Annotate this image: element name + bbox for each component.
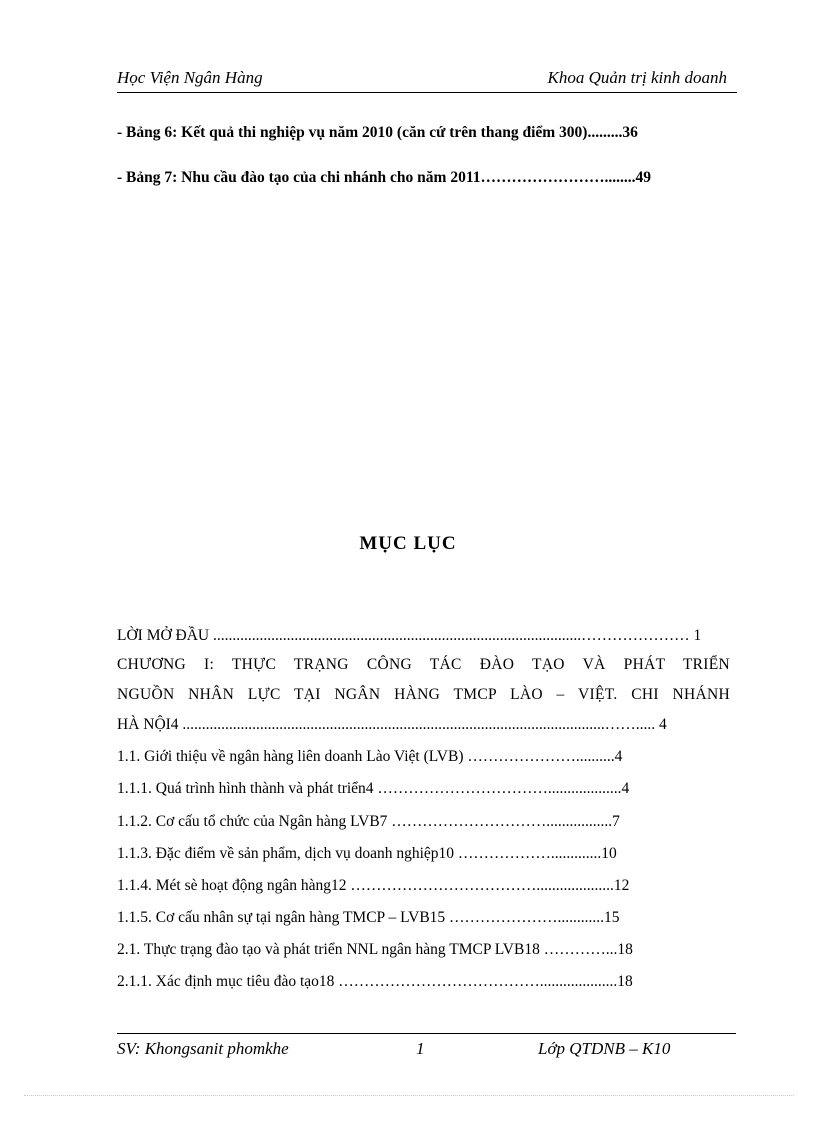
toc-item-preface: LỜI MỞ ĐẦU ...............................................................................................………………… 1	[117, 627, 702, 644]
toc-item: 2.1. Thực trạng đào tạo và phát triển NNL ngân hàng TMCP LVB18 …………...18	[117, 941, 633, 958]
toc-item: 1.1.1. Quá trình hình thành và phát triển4 ……………………………...................4	[117, 780, 630, 797]
page-bottom-divider	[24, 1095, 794, 1096]
header-institution: Học Viện Ngân Hàng	[117, 68, 263, 87]
toc-chapter-line: CHƯƠNG I: THỰC TRẠNG CÔNG TÁC ĐÀO TẠO VÀ PHÁT TRIỂN	[117, 656, 730, 673]
footer-student: SV: Khongsanit phomkhe	[117, 1039, 289, 1058]
toc-chapter-line: NGUỒN NHÂN LỰC TẠI NGÂN HÀNG TMCP LÀO – VIỆT. CHI NHÁNH	[117, 686, 730, 703]
toc-item: 1.1.2. Cơ cấu tổ chức của Ngân hàng LVB7 ………………………….................7	[117, 813, 620, 830]
toc-item: 1.1.4. Mét sè hoạt động ngân hàng12 ………………………………....................12	[117, 877, 630, 894]
table-list-item: - Bảng 6: Kết quả thi nghiệp vụ năm 2010 (căn cứ trên thang điểm 300).........36	[117, 124, 638, 141]
toc-item: 1.1. Giới thiệu về ngân hàng liên doanh Lào Việt (LVB) …………………..........4	[117, 748, 623, 765]
toc-item: 2.1.1. Xác định mục tiêu đào tạo18 …………………………………....................18	[117, 973, 633, 990]
toc-chapter-1	[117, 656, 730, 674]
toc-item: 1.1.3. Đặc điểm về sản phẩm, dịch vụ doanh nghiệp10 ……………….............10	[117, 845, 617, 862]
footer-rule	[117, 1033, 736, 1034]
toc-title: MỤC LỤC	[359, 533, 457, 554]
footer-class: Lớp QTDNB – K10	[538, 1039, 671, 1058]
page-header	[117, 66, 737, 93]
footer-page-number: 1	[416, 1039, 425, 1058]
toc-chapter-1-cont	[117, 686, 730, 704]
toc-chapter-line: HÀ NỘI4 .............................................................................................................……..... 4	[117, 716, 667, 733]
toc-item: 1.1.5. Cơ cấu nhân sự tại ngân hàng TMCP – LVB15 …………………............15	[117, 909, 620, 926]
table-list-item: - Bảng 7: Nhu cầu đào tạo của chi nhánh cho năm 2011……………………........49	[117, 169, 651, 186]
header-faculty: Khoa Quản trị kinh doanh	[547, 68, 727, 87]
